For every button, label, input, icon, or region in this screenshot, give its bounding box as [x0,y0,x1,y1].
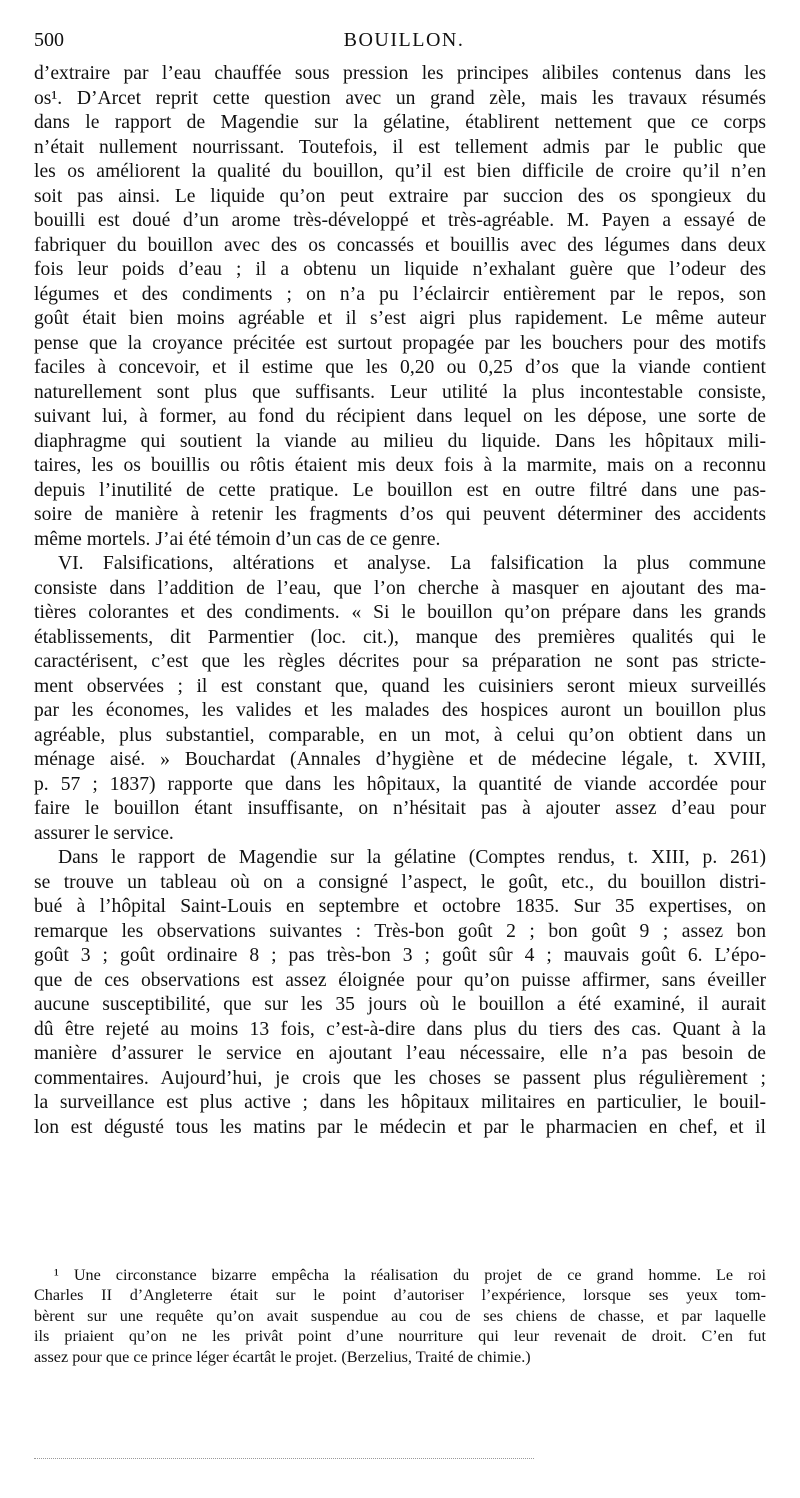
text-line: même mortels. J’ai été témoin d’un cas de ce genre. [34,528,441,550]
footnote-line: bèrent sur une requête qu’on avait suspendue au cou de ses chiens de chasse, et par laquelle [34,1306,766,1325]
bottom-rule [34,1458,534,1459]
running-head [34,28,774,52]
text-line: agréable, plus substantiel, comparable, en un mot, à celui qu’on obtient dans un [34,724,766,746]
text-line: os¹. D’Arcet reprit cette question avec un grand zèle, mais les travaux résumés [34,87,766,109]
text-line: goût 3 ; goût ordinaire 8 ; pas très-bon 3 ; goût sûr 4 ; mauvais goût 6. L’épo- [34,945,766,966]
text-line: les os améliorent la qualité du bouillon, qu’il est bien difficile de croire qu’il n’en [34,161,766,182]
text-line: bué à l’hôpital Saint-Louis en septembre et octobre 1835. Sur 35 expertises, on [34,896,766,917]
text-line: dans le rapport de Magendie sur la gélatine, établirent nettement que ce corps [34,112,766,133]
text-line: la surveillance est plus active ; dans les hôpitaux militaires en particulier, le bouil- [34,1092,766,1113]
text-line: légumes et des condiments ; on n’a pu l’éclaircir entièrement par le repos, son [34,283,766,305]
text-line: n’était nullement nourrissant. Toutefois, il est tellement admis par le public que [34,136,766,158]
text-line: manière d’assurer le service en ajoutant l’eau nécessaire, elle n’a pas besoin de [34,1043,766,1064]
footnote-line: assez pour que ce prince léger écartât le projet. (Berzelius, Traité de chimie.) [34,1347,531,1366]
text-line: remarque les observations suivantes : Très-bon goût 2 ; bon goût 9 ; assez bon [34,920,766,942]
text-line: soit pas ainsi. Le liquide qu’on peut extraire par succion des os spongieux du [34,185,766,207]
text-line: consiste dans l’addition de l’eau, que l’on cherche à masquer en ajoutant des ma- [34,577,766,599]
text-line: assurer le service. [34,822,174,844]
page-number: 500 [34,29,64,51]
text-line: se trouve un tableau où on a consigné l’aspect, le goût, etc., du bouillon distri- [34,871,766,893]
text-line: établissements, dit Parmentier (loc. cit.), manque des premières qualités qui le [34,626,766,648]
text-line: lon est dégusté tous les matins par le médecin et par le pharmacien en chef, et il [34,1116,766,1138]
text-line: diaphragme qui soutient la viande au milieu du liquide. Dans les hôpitaux mili- [34,430,766,452]
text-line: goût était bien moins agréable et il s’est aigri plus rapidement. Le même auteur [34,308,766,329]
footnotes [34,1265,766,1367]
text-line: bouilli est doué d’un arome très-développé et très-agréable. M. Payen a essayé de [34,210,766,231]
text-line: caractérisent, c’est que les règles décrites pour sa préparation ne sont pas stricte- [34,651,766,672]
text-line: Dans le rapport de Magendie sur la gélatine (Comptes rendus, t. XIII, p. 261) [58,847,766,868]
footnote-line: ¹ Une circonstance bizarre empêcha la réalisation du projet de ce grand homme. Le roi [54,1266,766,1284]
text-line: d’extraire par l’eau chauffée sous pression les principes alibiles contenus dans les [34,63,766,84]
section-heading-line: VI. Falsifications, altérations et analyse. La falsification la plus commune [58,553,766,574]
text-line: ménage aisé. » Bouchardat (Annales d’hygiène et de médecine légale, t. XVIII, [34,749,766,770]
text-line: commentaires. Aujourd’hui, je crois que les choses se passent plus régulièrement ; [34,1067,766,1089]
text-line: depuis l’inutilité de cette pratique. Le bouillon est en outre filtré dans une pas- [34,479,766,501]
text-line: que de ces observations est assez éloignée pour qu’on puisse affirmer, sans éveiller [34,969,766,991]
text-line: taires, les os bouillis ou rôtis étaient mis deux fois à la marmite, mais on a reconnu [34,455,766,476]
running-title: BOUILLON. [343,29,465,51]
text-line: aucune susceptibilité, que sur les 35 jours où le bouillon a été examiné, il aurait [34,994,766,1015]
body-text [34,62,766,1140]
text-line: p. 57 ; 1837) rapporte que dans les hôpitaux, la quantité de viande accordée pour [34,773,766,795]
footnote-line: Charles II d’Angleterre était sur le point d’autoriser l’expérience, lorsque ses yeux tom- [34,1286,766,1305]
text-line: suivant lui, à former, au fond du récipient dans lequel on les dépose, une sorte de [34,406,766,427]
text-line: dû être rejeté au moins 13 fois, c’est-à-dire dans plus du tiers des cas. Quant à la [34,1018,766,1040]
text-line: par les économes, les valides et les malades des hospices auront un bouillon plus [34,700,766,721]
text-line: ment observées ; il est constant que, quand les cuisiniers seront mieux surveillés [34,675,766,697]
text-line: soire de manière à retenir les fragments d’os qui peuvent déterminer des accidents [34,504,766,525]
text-line: faire le bouillon étant insuffisante, on n’hésitait pas à ajouter assez d’eau pour [34,798,766,819]
footnote-line: ils priaient qu’on ne les privât point d’une nourriture qui leur revenait de droit. C’en fut [34,1327,766,1346]
text-line: faciles à concevoir, et il estime que les 0,20 ou 0,25 d’os que la viande contient [34,357,766,378]
text-line: fabriquer du bouillon avec des os concassés et bouillis avec des légumes dans deux [34,234,766,256]
text-line: naturellement sont plus que suffisants. Leur utilité la plus incontestable consiste, [34,381,766,403]
text-line: pense que la croyance précitée est surtout propagée par les bouchers pour des motifs [34,332,766,354]
text-line: tières colorantes et des condiments. « Si le bouillon qu’on prépare dans les grands [34,602,766,623]
text-line: fois leur poids d’eau ; il a obtenu un liquide n’exhalant guère que l’odeur des [34,259,766,280]
